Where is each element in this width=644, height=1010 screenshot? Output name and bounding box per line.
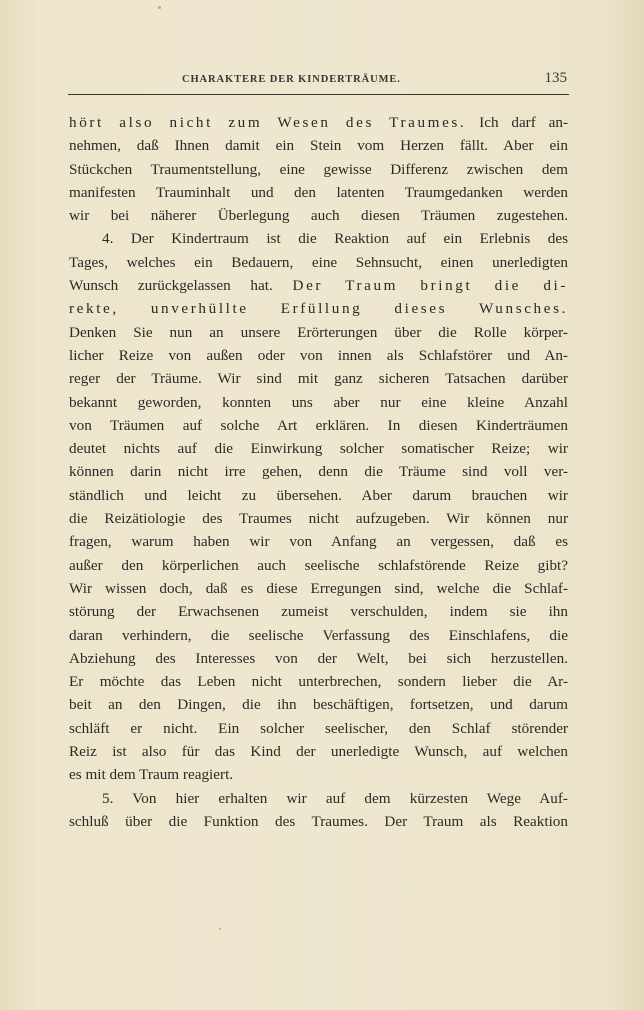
text-run: Ich darf an-	[466, 114, 568, 131]
text-run: wir bei näherer Überlegung auch diesen Träumen zugestehen.	[69, 207, 568, 225]
spaced-emphasis: hört also nicht zum Wesen des Traumes.	[69, 114, 467, 131]
paper-speck	[219, 928, 221, 930]
page-number: 135	[544, 70, 567, 86]
text-run: können darin nicht irre gehen, denn die Träume sind voll ver-	[69, 463, 568, 481]
text-line	[69, 530, 568, 553]
running-head: CHARAKTERE DER KINDERTRÄUME.	[182, 74, 401, 85]
text-run: Abziehung des Interesses von der Welt, bei sich herzustellen.	[69, 649, 568, 667]
text-line	[69, 484, 568, 507]
text-run: Tages, welches ein Bedauern, eine Sehnsucht, einen unerledigten	[69, 253, 568, 271]
body-text	[69, 111, 568, 833]
text-run: daran verhindern, die seelische Verfassung des Einschlafens, die	[69, 626, 568, 644]
page-header	[68, 68, 569, 95]
text-line	[69, 717, 568, 740]
text-line	[69, 158, 568, 181]
text-run: Stückchen Traumentstellung, eine gewisse Differenz zwischen dem	[69, 160, 568, 178]
text-line	[69, 810, 568, 833]
text-line	[69, 181, 568, 204]
text-line	[69, 763, 568, 786]
text-run: manifesten Trauminhalt und den latenten Traumgedanken werden	[69, 183, 568, 201]
text-run: 5. Von hier erhalten wir auf dem kürzesten Wege Auf-	[102, 789, 568, 807]
paper-speck	[158, 6, 161, 9]
text-line	[69, 414, 568, 437]
text-line	[69, 437, 568, 460]
text-line	[69, 134, 568, 157]
text-line	[69, 507, 568, 530]
text-run: ständlich und leicht zu übersehen. Aber darum brauchen wir	[69, 486, 568, 504]
spaced-emphasis: rekte, unverhüllte Erfüllung dieses Wunsches.	[69, 300, 568, 318]
text-line	[69, 647, 568, 670]
text-run: störung der Erwachsenen zumeist verschulden, indem sie ihn	[69, 603, 568, 621]
text-run: bekannt geworden, konnten uns aber nur eine kleine Anzahl	[69, 393, 568, 411]
text-line	[69, 297, 568, 320]
text-line	[69, 367, 568, 390]
text-run: fragen, warum haben wir von Anfang an vergessen, daß es	[69, 533, 568, 551]
text-line	[69, 577, 568, 600]
text-run: deutet nichts auf die Einwirkung solcher somatischer Reize; wir	[69, 440, 568, 458]
text-line	[69, 227, 568, 250]
text-line	[69, 624, 568, 647]
text-line	[69, 787, 568, 810]
text-line	[69, 274, 568, 297]
text-run: von Träumen auf solche Art erklären. In diesen Kinderträumen	[69, 416, 568, 434]
text-line	[69, 391, 568, 414]
text-line	[69, 111, 568, 134]
text-run: licher Reize von außen oder von innen als Schlafstörer und An-	[69, 346, 568, 364]
text-run: es mit dem Traum reagiert.	[69, 766, 234, 784]
text-line	[69, 251, 568, 274]
text-run: die Reizätiologie des Traumes nicht aufzugeben. Wir können nur	[69, 510, 568, 528]
text-run: Er möchte das Leben nicht unterbrechen, sondern lieber die Ar-	[69, 673, 568, 691]
text-run: 4. Der Kindertraum ist die Reaktion auf ein Erlebnis des	[102, 230, 568, 248]
text-run: schluß über die Funktion des Traumes. Der Traum als Reaktion	[69, 812, 568, 830]
text-line	[69, 460, 568, 483]
text-line	[69, 344, 568, 367]
text-run: reger der Träume. Wir sind mit ganz sicheren Tatsachen darüber	[69, 370, 568, 388]
text-run: Wir wissen doch, daß es diese Erregungen sind, welche die Schlaf-	[69, 579, 568, 597]
text-run: Denken Sie nun an unsere Erörterungen über die Rolle körper-	[69, 323, 568, 341]
text-line	[69, 554, 568, 577]
text-line	[69, 670, 568, 693]
spaced-emphasis: Der Traum bringt die di-	[292, 277, 568, 295]
text-run: nehmen, daß Ihnen damit ein Stein vom Herzen fällt. Aber ein	[69, 137, 568, 155]
text-line	[69, 693, 568, 716]
text-line	[69, 740, 568, 763]
text-line	[69, 600, 568, 623]
text-line	[69, 204, 568, 227]
text-line	[69, 321, 568, 344]
text-run: schläft er nicht. Ein solcher seelischer, den Schlaf störender	[69, 719, 568, 737]
text-run: außer den körperlichen auch seelische schlafstörende Reize gibt?	[69, 556, 568, 574]
text-run: beit an den Dingen, die ihn beschäftigen, fortsetzen, und darum	[69, 696, 568, 714]
text-run: Wunsch zurückgelassen hat.	[69, 277, 293, 295]
text-run: Reiz ist also für das Kind der unerledigte Wunsch, auf welchen	[69, 743, 568, 761]
